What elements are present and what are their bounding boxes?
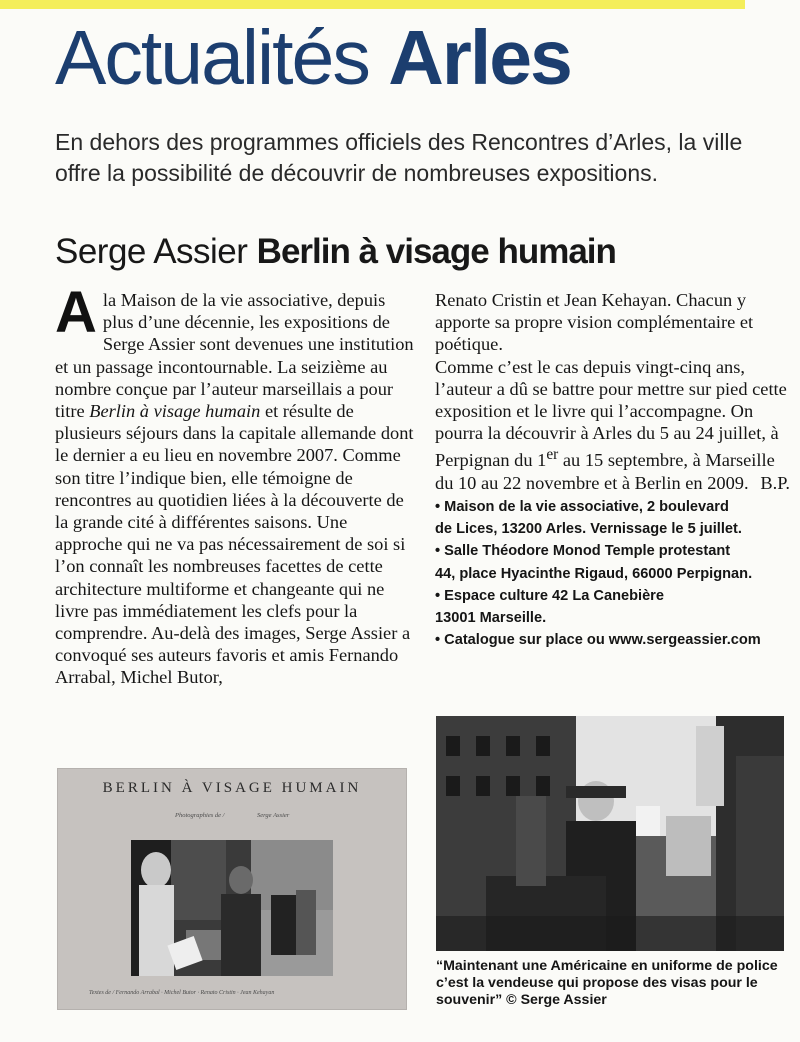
cover-photographer: Serge Assier xyxy=(257,812,290,819)
article-column-left xyxy=(55,280,417,689)
cover-street-photo xyxy=(131,840,333,976)
ordinal-sup: er xyxy=(546,446,559,464)
info-line: • Espace culture 42 La Canebière xyxy=(435,587,664,604)
paragraph-1-continued: Renato Cristin et Jean Kehayan. Chacun y apporte sa propre vision complémentaire et poétique. xyxy=(435,290,754,355)
info-line: 44, place Hyacinthe Rigaud, 66000 Perpignan. xyxy=(435,565,753,582)
paragraph-1-end: et résulte de plusieurs séjours dans la capitale allemande dont le dernier a eu lieu en novembre 2007. Comme son titre l’indique bien, elle témoigne de rencontres au quotidien liées à la découverte de la grande cité à différentes saisons. Une approche qui ne va pas nécessairement de soi si l’on connaît les nombreuses facettes de cette architecture multiforme et changeante qui ne livre pas immédiatement les clefs pour la comprendre. Au-delà des images, Serge Assier a convoqué ses auteurs favoris et amis Fernando Arrabal, Michel Butor, xyxy=(55,401,414,688)
info-line: • Catalogue sur place ou www.sergeassier.com xyxy=(435,632,761,649)
author-credit: B.P. xyxy=(760,472,790,493)
street-scene-graphic xyxy=(131,840,333,976)
info-line: de Lices, 13200 Arles. Vernissage le 5 juillet. xyxy=(435,521,742,538)
book-cover-image xyxy=(57,768,407,1010)
policewoman-photo xyxy=(436,716,784,951)
article-column-right xyxy=(435,289,790,651)
title-light: Actualités xyxy=(55,15,369,101)
venue-info xyxy=(435,496,790,651)
book-title-italic: Berlin à visage humain xyxy=(89,401,261,422)
intro-text: En dehors des programmes officiels des Rencontres d’Arles, la ville offre la possibilité de découvrir de nombreuses expositions. xyxy=(55,129,743,186)
info-line: • Maison de la vie associative, 2 boulevard xyxy=(435,498,729,515)
paragraph-2-end: au 15 septembre, à Marseille du 10 au 22 novembre et à Berlin en 2009. xyxy=(435,450,775,493)
cover-authors: Fernando Arrabal · Michel Butor · Renato Cristin · Jean Kehayan xyxy=(115,990,275,996)
info-line: • Salle Théodore Monod Temple protestant xyxy=(435,543,731,560)
info-line: 13001 Marseille. xyxy=(435,609,547,626)
cover-footer xyxy=(89,990,274,996)
dropcap-letter: A xyxy=(55,280,97,345)
cover-texts-label: Textes de / xyxy=(89,990,115,996)
article-heading xyxy=(55,230,616,274)
paragraph-1-start: la Maison de la vie associative, depuis plus d’une décennie, les expositions de Serge Assier sont devenues une institution et un passage incontournable. La seizième au nombre conçue par l’auteur marseillais a pour titre xyxy=(55,290,414,422)
checkpoint-photo-graphic xyxy=(436,716,784,951)
caption-credit: © Serge Assier xyxy=(502,992,607,1008)
caption-quote: “Maintenant une Américaine en uniforme de police c’est la vendeuse qui propose des visas pour le souvenir” xyxy=(436,958,778,1008)
paragraph-2-start: Comme c’est le cas depuis vingt-cinq ans, l’auteur a dû se battre pour mettre sur pied cette exposition et le livre qui l’accompagne. On pourra la découvrir à Arles du 5 au 24 juillet, à Perpignan du 1 xyxy=(435,356,787,471)
title-bold: Arles xyxy=(388,15,571,101)
photo-caption xyxy=(436,958,788,1009)
article-author: Serge Assier xyxy=(55,232,248,271)
cover-photos-label: Photographies de / xyxy=(175,812,225,819)
page-title xyxy=(55,6,571,110)
book-cover-title: BERLIN À VISAGE HUMAIN xyxy=(102,780,362,796)
article-title: Berlin à visage humain xyxy=(256,232,616,271)
